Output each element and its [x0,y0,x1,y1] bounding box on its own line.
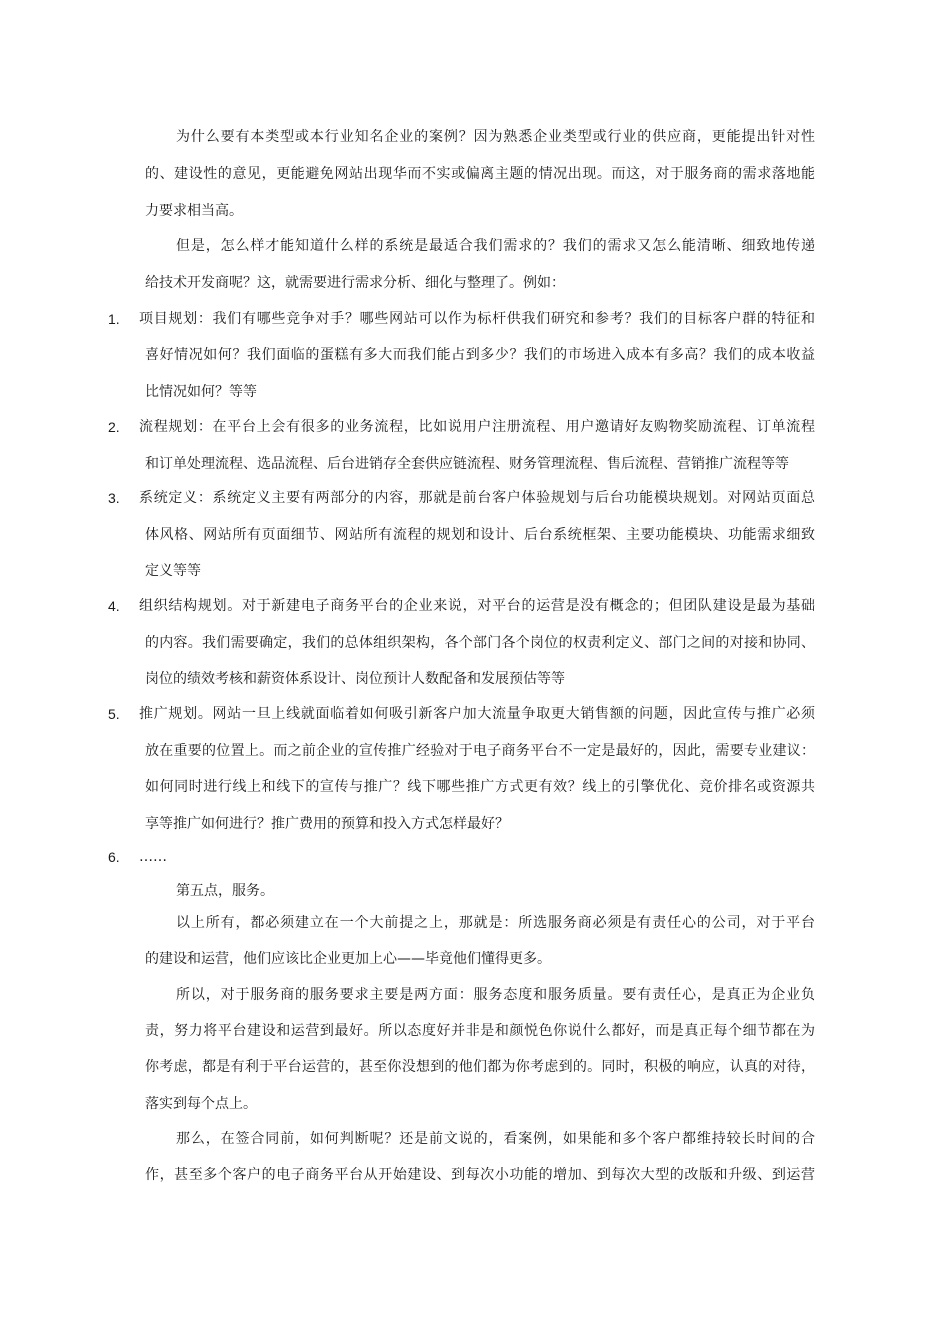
list-number: 6. [108,849,120,865]
paragraph-line: 作，甚至多个客户的电子商务平台从开始建设、到每次小功能的增加、到每次大型的改版和升级、到运营 [145,1167,815,1183]
list-item-line: 比情况如何？等等 [145,384,257,400]
paragraph-line: 所以，对于服务商的服务要求主要是两方面：服务态度和服务质量。要有责任心，是真正为企业负 [176,987,815,1003]
list-item-line: 推广规划。网站一旦上线就面临着如何吸引新客户加大流量争取更大销售额的问题，因此宣传与推广必须 [139,706,815,722]
list-item-line: 系统定义：系统定义主要有两部分的内容，那就是前台客户体验规划与后台功能模块规划。对网站页面总 [139,490,815,506]
paragraph-line: 的、建设性的意见，更能避免网站出现华而不实或偏离主题的情况出现。而这，对于服务商的需求落地能 [145,166,815,182]
list-number: 2. [108,419,120,435]
list-item-line: 的内容。我们需要确定，我们的总体组织架构，各个部门各个岗位的权责利定义、部门之间的对接和协同、 [145,635,815,651]
paragraph-line: 为什么要有本类型或本行业知名企业的案例？因为熟悉企业类型或行业的供应商，更能提出针对性 [176,129,815,145]
list-item-line: 放在重要的位置上。而之前企业的宣传推广经验对于电子商务平台不一定是最好的，因此，需要专业建议： [145,743,815,759]
section-heading: 第五点，服务。 [176,883,274,899]
list-item-line: 如何同时进行线上和线下的宣传与推广？线下哪些推广方式更有效？线上的引擎优化、竞价排名或资源共 [145,779,815,795]
list-item-line: 定义等等 [145,563,201,579]
list-item-line: 组织结构规划。对于新建电子商务平台的企业来说，对平台的运营是没有概念的；但团队建设是最为基础 [139,598,815,614]
list-item-line: 项目规划：我们有哪些竞争对手？哪些网站可以作为标杆供我们研究和参考？我们的目标客户群的特征和 [139,311,815,327]
list-number: 3. [108,490,120,506]
paragraph-line: 以上所有，都必须建立在一个大前提之上，那就是：所选服务商必须是有责任心的公司，对于平台 [176,915,815,931]
list-item-line: 流程规划：在平台上会有很多的业务流程，比如说用户注册流程、用户邀请好友购物奖励流程、订单流程 [139,419,815,435]
list-number: 1. [108,311,120,327]
paragraph-line: 力要求相当高。 [145,203,243,219]
paragraph-line: 落实到每个点上。 [145,1096,257,1112]
list-item-line: 体风格、网站所有页面细节、网站所有流程的规划和设计、后台系统框架、主要功能模块、功能需求细致 [145,527,815,543]
list-number: 4. [108,598,120,614]
list-item-line: 岗位的绩效考核和薪资体系设计、岗位预计人数配备和发展预估等等 [145,671,565,687]
paragraph-line: 但是，怎么样才能知道什么样的系统是最适合我们需求的？我们的需求又怎么能清晰、细致地传递 [176,238,815,254]
list-item-line: 享等推广如何进行？推广费用的预算和投入方式怎样最好？ [145,816,509,832]
paragraph-line: 你考虑，都是有利于平台运营的，甚至你没想到的他们都为你考虑到的。同时，积极的响应，认真的对待， [145,1059,815,1075]
paragraph-line: 那么，在签合同前，如何判断呢？还是前文说的，看案例，如果能和多个客户都维持较长时间的合 [176,1131,815,1147]
paragraph-line: 责，努力将平台建设和运营到最好。所以态度好并非是和颜悦色你说什么都好，而是真正每个细节都在为 [145,1023,815,1039]
list-item-line: 喜好情况如何？我们面临的蛋糕有多大而我们能占到多少？我们的市场进入成本有多高？我们的成本收益 [145,347,815,363]
list-number: 5. [108,706,120,722]
list-item-line: 和订单处理流程、选品流程、后台进销存全套供应链流程、财务管理流程、售后流程、营销推广流程等等 [145,456,789,472]
list-item-line: …… [139,849,167,865]
paragraph-line: 给技术开发商呢？这，就需要进行需求分析、细化与整理了。例如： [145,275,565,291]
paragraph-line: 的建设和运营，他们应该比企业更加上心——毕竟他们懂得更多。 [145,951,551,967]
